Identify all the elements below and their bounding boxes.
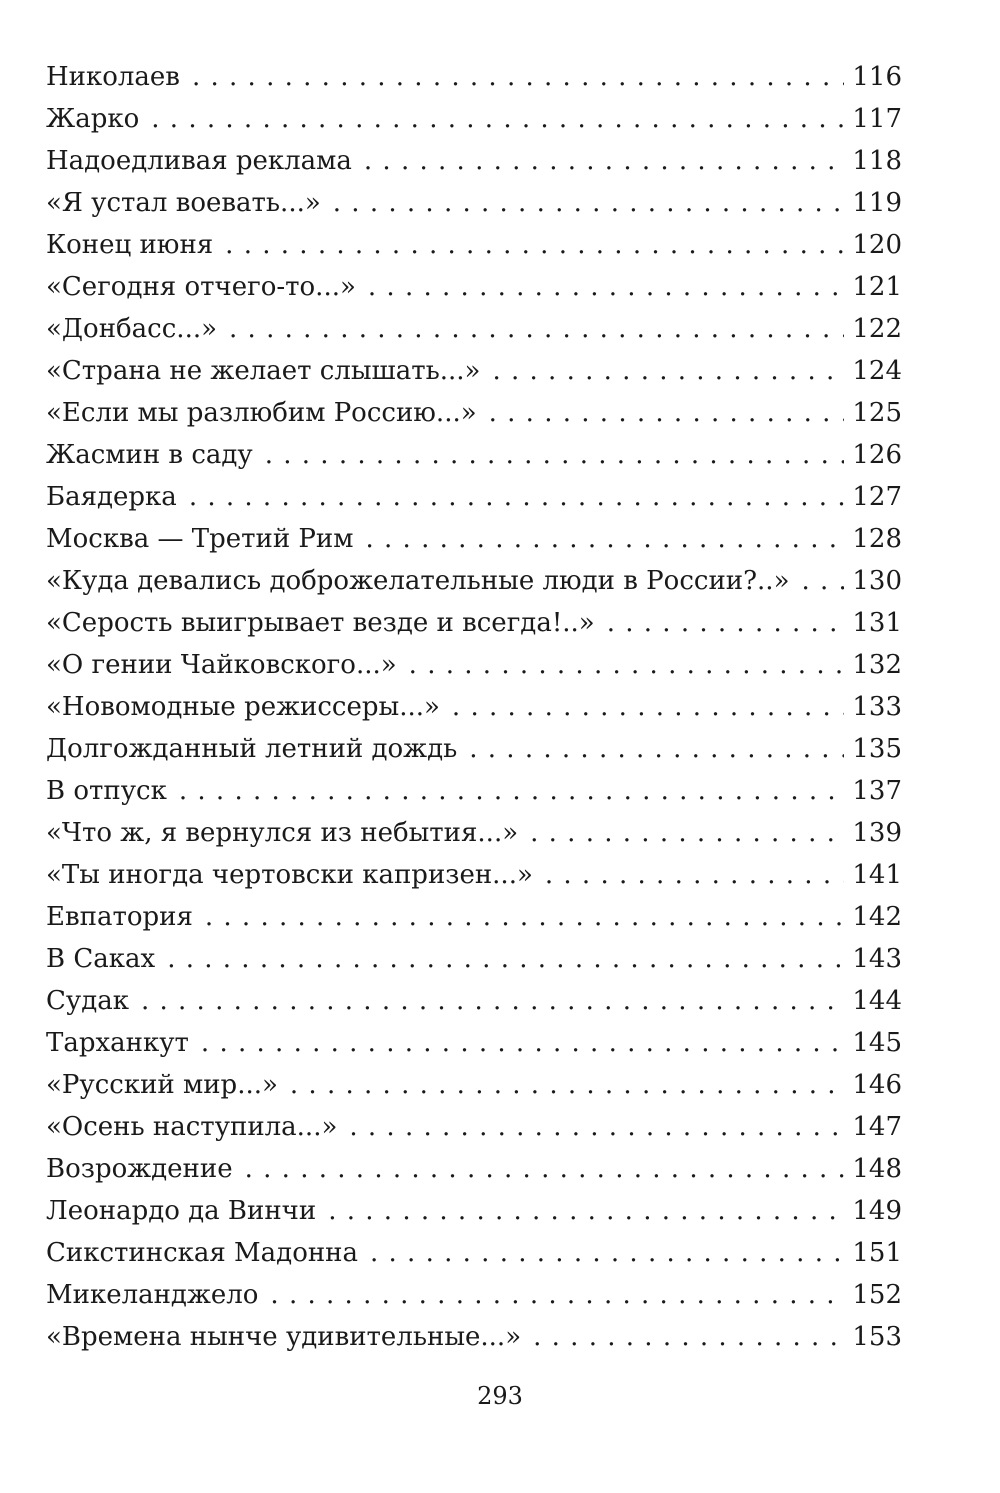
- dot-leader: [141, 980, 844, 1022]
- toc-entry-page: 124: [852, 356, 902, 386]
- dot-leader: [179, 770, 845, 812]
- dot-leader: [469, 728, 844, 770]
- toc-entry-page: 146: [852, 1070, 902, 1100]
- dot-leader: [530, 812, 844, 854]
- toc-entry: [46, 140, 902, 182]
- toc-entry: [46, 56, 902, 98]
- toc-entry-page: 130: [852, 566, 902, 596]
- toc-entry-title: Конец июня: [46, 230, 214, 260]
- toc-entry-page: 116: [852, 62, 902, 92]
- toc-entry-page: 145: [852, 1028, 902, 1058]
- toc-entry: [46, 938, 902, 980]
- toc-entry-page: 144: [852, 986, 902, 1016]
- toc-entry-page: 127: [852, 482, 902, 512]
- toc-entry-title: В Саках: [46, 944, 156, 974]
- dot-leader: [607, 602, 845, 644]
- toc-entry-title: Баядерка: [46, 482, 177, 512]
- toc-entry-title: Судак: [46, 986, 129, 1016]
- toc-entry-title: Николаев: [46, 62, 180, 92]
- toc-entry: [46, 98, 902, 140]
- toc-entry-title: «О гении Чайковского...»: [46, 650, 397, 680]
- toc-entry-page: 122: [852, 314, 902, 344]
- toc-entry: [46, 518, 902, 560]
- toc-entry: [46, 266, 902, 308]
- toc-entry: [46, 1316, 902, 1358]
- toc-entry-title: «Что ж, я вернулся из небытия...»: [46, 818, 519, 848]
- toc-entry-title: «Ты иногда чертовски капризен...»: [46, 860, 533, 890]
- toc-entry: [46, 182, 902, 224]
- dot-leader: [370, 1232, 844, 1274]
- toc-entry-page: 121: [852, 272, 902, 302]
- toc-entry-title: «Серость выигрывает везде и всегда!..»: [46, 608, 595, 638]
- toc-entry: [46, 602, 902, 644]
- toc-entry-title: В отпуск: [46, 776, 167, 806]
- toc-entry-title: «Времена нынче удивительные...»: [46, 1322, 522, 1352]
- dot-leader: [364, 140, 844, 182]
- dot-leader: [489, 392, 845, 434]
- toc-entry-page: 148: [852, 1154, 902, 1184]
- toc-entry-page: 135: [852, 734, 902, 764]
- toc-entry: [46, 686, 902, 728]
- dot-leader: [229, 308, 844, 350]
- toc-entry-title: Жасмин в саду: [46, 440, 253, 470]
- toc-entry-page: 125: [852, 398, 902, 428]
- dot-leader: [365, 518, 844, 560]
- toc-entry-page: 117: [852, 104, 902, 134]
- toc-entry: [46, 1022, 902, 1064]
- toc-entry-page: 147: [852, 1112, 902, 1142]
- toc-entry-title: Евпатория: [46, 902, 193, 932]
- toc-entry: [46, 1106, 902, 1148]
- toc-entry: [46, 560, 902, 602]
- toc-entry-page: 120: [852, 230, 902, 260]
- toc-entry-title: Возрождение: [46, 1154, 233, 1184]
- toc-entry-page: 128: [852, 524, 902, 554]
- dot-leader: [201, 1022, 844, 1064]
- toc-entry: [46, 770, 902, 812]
- toc-entry-title: Надоедливая реклама: [46, 146, 352, 176]
- toc-entry-page: 119: [852, 188, 902, 218]
- toc-entry-title: Микеланджело: [46, 1280, 259, 1310]
- dot-leader: [545, 854, 844, 896]
- toc-entry-title: Сикстинская Мадонна: [46, 1238, 358, 1268]
- toc-entry: [46, 224, 902, 266]
- dot-leader: [533, 1316, 844, 1358]
- toc-entry: [46, 392, 902, 434]
- toc-entry: [46, 1190, 902, 1232]
- toc-entry-page: 132: [852, 650, 902, 680]
- table-of-contents: [46, 56, 902, 1358]
- toc-entry-title: Москва — Третий Рим: [46, 524, 354, 554]
- toc-entry-title: «Если мы разлюбим Россию...»: [46, 398, 477, 428]
- toc-entry-page: 131: [852, 608, 902, 638]
- toc-entry-title: «Русский мир...»: [46, 1070, 278, 1100]
- dot-leader: [290, 1064, 844, 1106]
- toc-entry-title: Леонардо да Винчи: [46, 1196, 317, 1226]
- toc-entry-page: 152: [852, 1280, 902, 1310]
- toc-entry-page: 153: [852, 1322, 902, 1352]
- toc-entry-page: 137: [852, 776, 902, 806]
- toc-entry-title: «Новомодные режиссеры...»: [46, 692, 440, 722]
- toc-entry: [46, 476, 902, 518]
- toc-entry-page: 142: [852, 902, 902, 932]
- dot-leader: [189, 476, 845, 518]
- toc-entry-page: 133: [852, 692, 902, 722]
- toc-entry: [46, 1232, 902, 1274]
- toc-entry: [46, 644, 902, 686]
- dot-leader: [205, 896, 845, 938]
- toc-entry: [46, 1274, 902, 1316]
- toc-entry-page: 151: [852, 1238, 902, 1268]
- toc-entry-title: Тарханкут: [46, 1028, 189, 1058]
- toc-entry-title: «Страна не желает слышать...»: [46, 356, 481, 386]
- dot-leader: [225, 224, 844, 266]
- toc-entry: [46, 980, 902, 1022]
- toc-entry: [46, 854, 902, 896]
- dot-leader: [801, 560, 844, 602]
- dot-leader: [167, 938, 844, 980]
- toc-entry-page: 141: [852, 860, 902, 890]
- toc-entry-title: «Куда девались доброжелательные люди в России?..»: [46, 566, 790, 596]
- toc-entry: [46, 812, 902, 854]
- dot-leader: [452, 686, 844, 728]
- toc-entry-title: «Я устал воевать...»: [46, 188, 321, 218]
- toc-entry-title: Долгожданный летний дождь: [46, 734, 458, 764]
- toc-entry-page: 149: [852, 1196, 902, 1226]
- toc-entry: [46, 1064, 902, 1106]
- toc-entry-page: 139: [852, 818, 902, 848]
- dot-leader: [328, 1190, 844, 1232]
- toc-entry-title: «Сегодня отчего-то...»: [46, 272, 356, 302]
- dot-leader: [192, 56, 844, 98]
- toc-entry: [46, 308, 902, 350]
- toc-entry: [46, 1148, 902, 1190]
- dot-leader: [349, 1106, 844, 1148]
- toc-entry-page: 126: [852, 440, 902, 470]
- dot-leader: [333, 182, 845, 224]
- toc-entry: [46, 350, 902, 392]
- dot-leader: [492, 350, 844, 392]
- page-number: 293: [477, 1382, 523, 1410]
- dot-leader: [245, 1148, 845, 1190]
- toc-entry-title: Жарко: [46, 104, 140, 134]
- toc-entry-page: 143: [852, 944, 902, 974]
- toc-entry: [46, 434, 902, 476]
- dot-leader: [270, 1274, 844, 1316]
- toc-entry: [46, 728, 902, 770]
- dot-leader: [368, 266, 844, 308]
- toc-entry-title: «Осень наступила...»: [46, 1112, 338, 1142]
- dot-leader: [409, 644, 845, 686]
- dot-leader: [151, 98, 844, 140]
- toc-entry-title: «Донбасс...»: [46, 314, 218, 344]
- dot-leader: [265, 434, 845, 476]
- toc-entry-page: 118: [852, 146, 902, 176]
- toc-entry: [46, 896, 902, 938]
